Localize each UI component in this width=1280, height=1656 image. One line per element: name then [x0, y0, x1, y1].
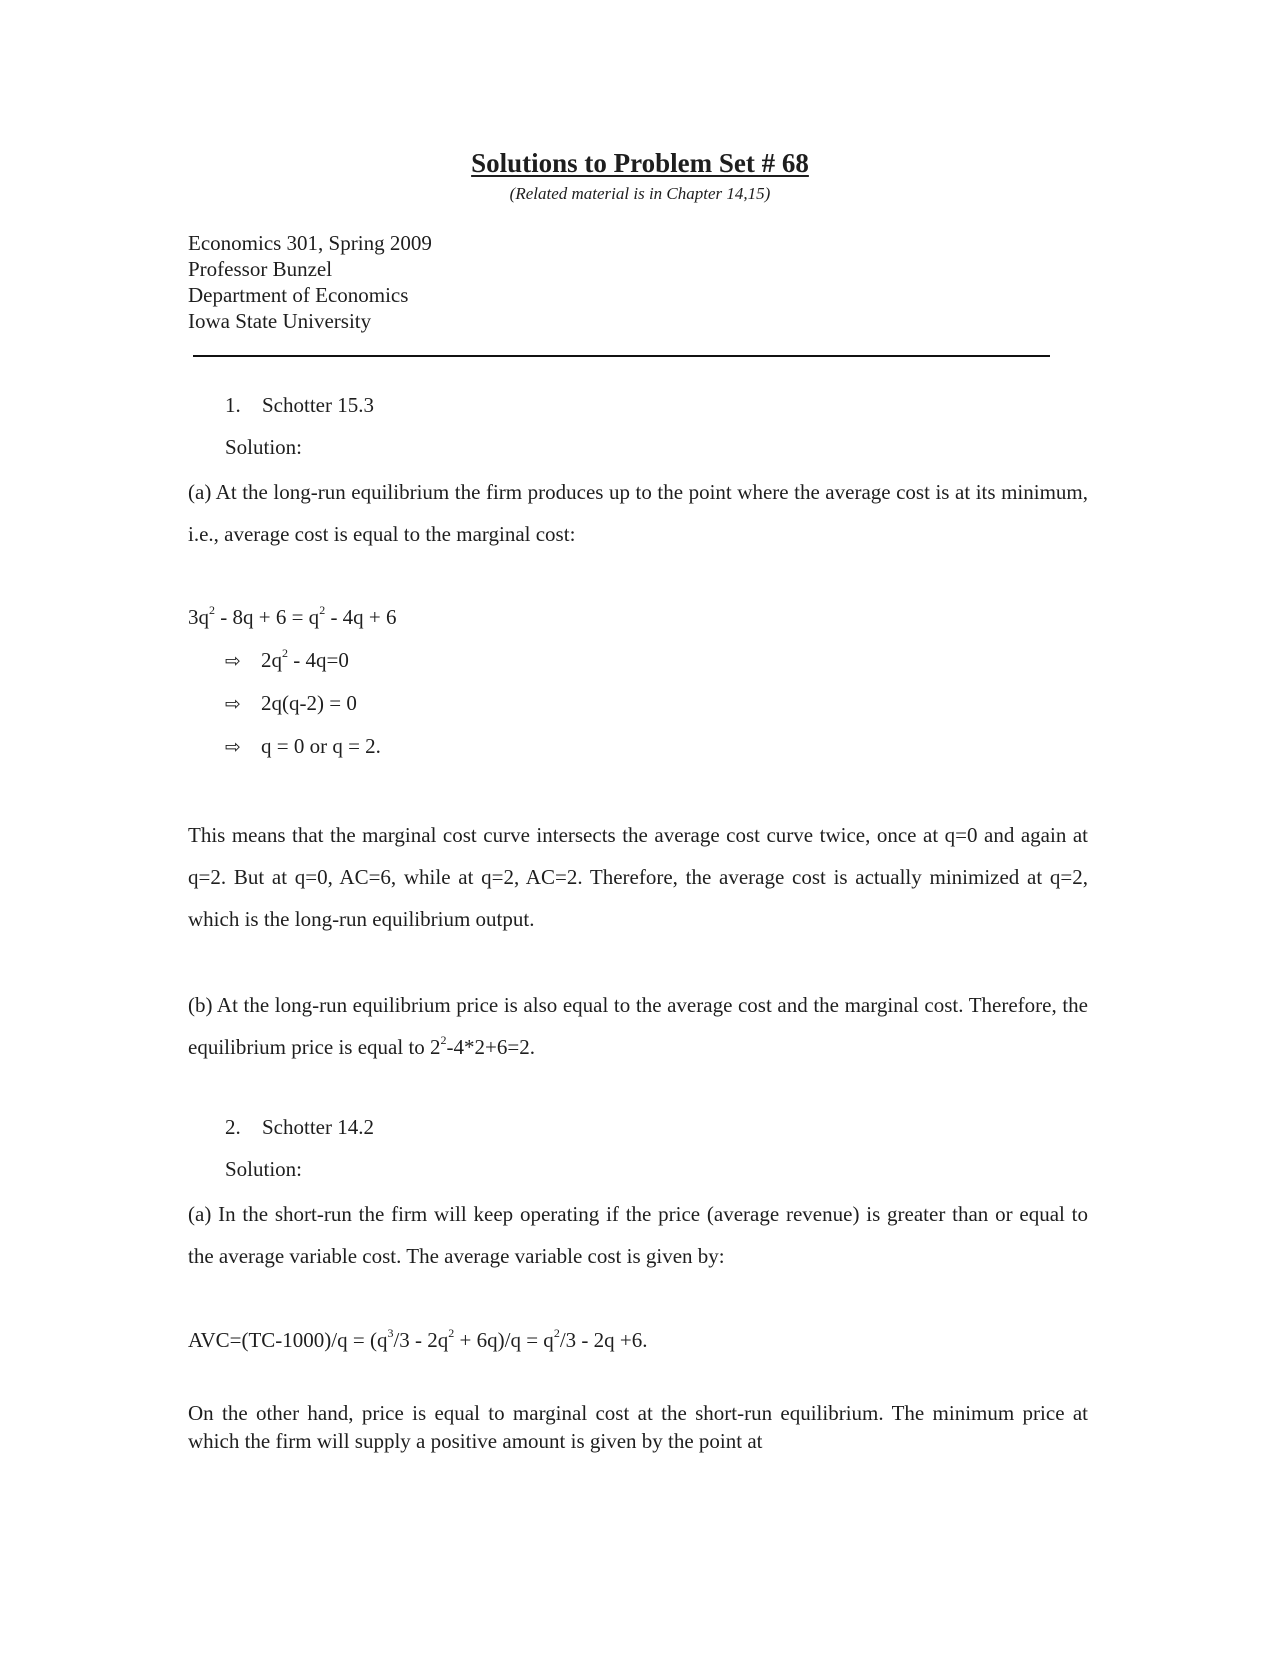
equation-1: $3q^2 - 8q + 6 = q^2 - 4q + 6$: [188, 603, 397, 629]
problem-2-closing: On the other hand, price is equal to marginal cost at the short-run equilibrium. The minimum price at which the firm will supply a positive amount is given by the point at: [188, 1401, 1088, 1453]
problem-1-solution-label: Solution:: [225, 435, 303, 459]
avc-equation: $AVC=(TC-1000)/q = (q^3/3 - 2q^2 + 6q)/q = q^2/3 - 2q +6$.: [188, 1326, 648, 1352]
equation-4: ⇨ q = 0 or q = 2.: [225, 734, 381, 758]
university-line: Iowa State University: [188, 309, 372, 333]
problem-1-explanation: This means that the marginal cost curve intersects the average cost curve twice, once at q=0 and again at q=2. But at q=0, AC=6, while at q=2, AC=2. Therefore, the average cost is actually minimized at q=2, which is the long-run equilibrium output.: [188, 823, 1088, 931]
professor-line: Professor Bunzel: [188, 257, 333, 281]
problem-1-part-a: (a) At the long-run equilibrium the firm produces up to the point where the average cost is at its minimum, i.e., average cost is equal to the marginal cost:: [188, 480, 1088, 546]
implies-arrow-icon: ⇨: [225, 736, 241, 758]
problem-2-number: 2.: [225, 1115, 241, 1139]
document-title: Solutions to Problem Set # 68: [471, 148, 809, 178]
equation-3: ⇨ 2q(q-2) = 0: [225, 691, 357, 715]
implies-arrow-icon: ⇨: [225, 650, 241, 672]
header-divider: [193, 355, 1050, 357]
problem-1-part-b: (b) At the long-run equilibrium price is also equal to the average cost and the marginal cost. Therefore, the equilibrium price is equal to $2^2-4*2+6=2$.: [188, 993, 1088, 1059]
department-line: Department of Economics: [188, 283, 409, 307]
problem-2-heading: Schotter 14.2: [262, 1115, 374, 1139]
problem-1-heading: Schotter 15.3: [262, 393, 374, 417]
course-line: Economics 301, Spring 2009: [188, 231, 432, 255]
implies-arrow-icon: ⇨: [225, 693, 241, 715]
problem-2-part-a: (a) In the short-run the firm will keep operating if the price (average revenue) is greater than or equal to the average variable cost. The average variable cost is given by:: [188, 1202, 1088, 1268]
problem-2-solution-label: Solution:: [225, 1157, 303, 1181]
document-subtitle: (Related material is in Chapter 14,15): [509, 184, 771, 203]
problem-1-number: 1.: [225, 393, 241, 417]
equation-2: ⇨ $2q^2 - 4q=0$: [225, 646, 349, 672]
